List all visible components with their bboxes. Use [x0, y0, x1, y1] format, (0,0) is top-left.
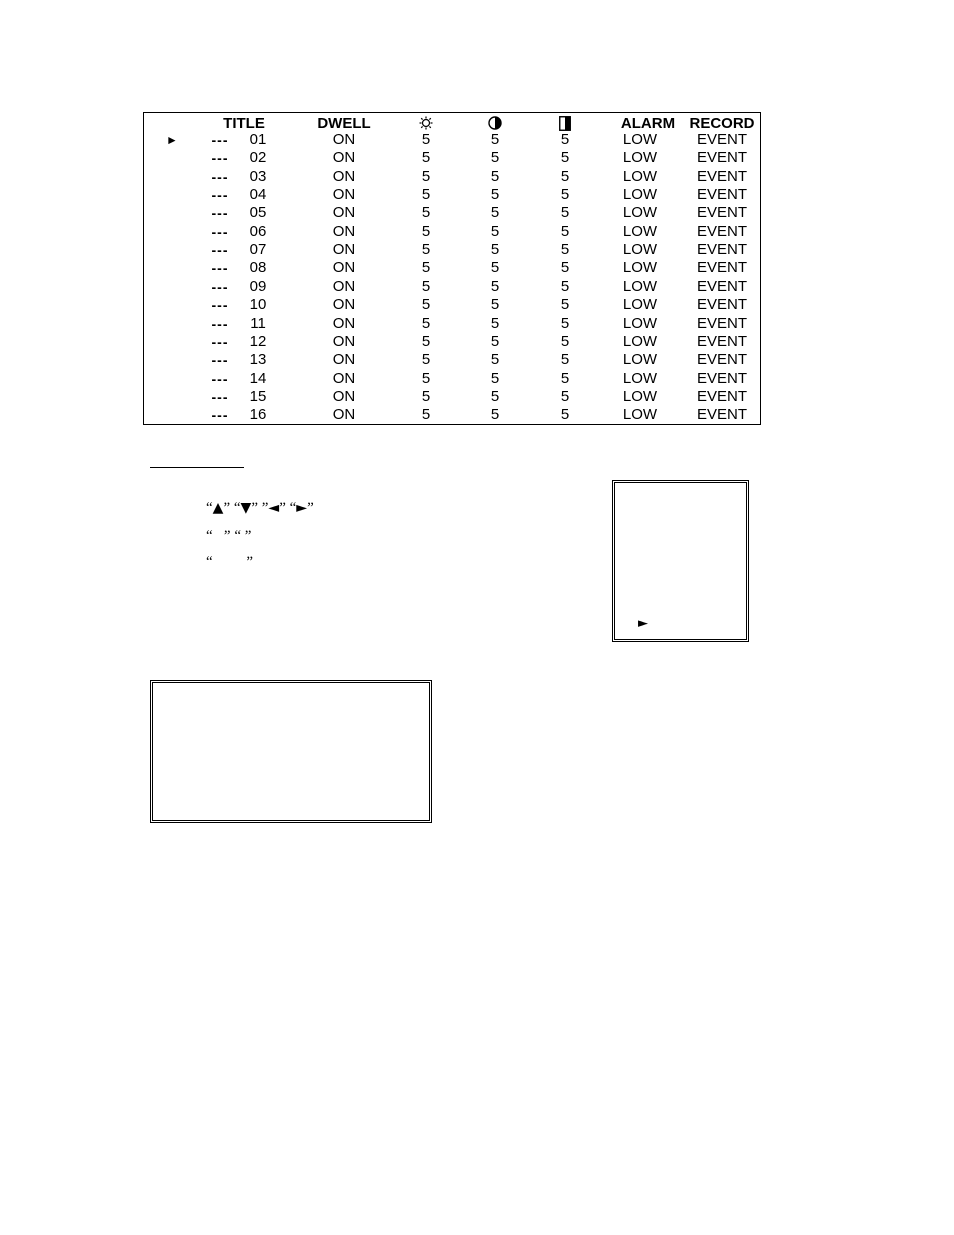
row-channel: 05 [249, 204, 267, 222]
row-contrast: 5 [490, 314, 500, 332]
right-arrow-icon: ► [296, 500, 308, 516]
row-alarm: LOW [622, 351, 658, 369]
row-dwell: ON [332, 259, 356, 277]
bottom-message-box [150, 680, 432, 823]
row-dash: --- [211, 352, 229, 369]
row-channel: 06 [249, 222, 267, 240]
row-channel: 08 [249, 259, 267, 277]
quote: “ [289, 500, 297, 516]
row-contrast: 5 [490, 204, 500, 222]
row-dwell: ON [332, 387, 356, 405]
row-contrast: 5 [490, 167, 500, 185]
legend-line-2: “ ” “ ” [206, 528, 252, 544]
row-channel: 03 [249, 167, 267, 185]
row-color: 5 [560, 332, 570, 350]
row-color: 5 [560, 387, 570, 405]
quote: ” [279, 500, 286, 516]
row-alarm: LOW [622, 167, 658, 185]
row-brightness: 5 [421, 369, 431, 387]
row-alarm: LOW [622, 332, 658, 350]
row-alarm: LOW [622, 204, 658, 222]
row-alarm: LOW [622, 314, 658, 332]
row-channel: 01 [249, 131, 267, 148]
row-brightness: 5 [421, 314, 431, 332]
quote: ” [261, 500, 269, 516]
row-channel: 04 [249, 186, 267, 204]
row-channel: 07 [249, 241, 267, 259]
row-brightness: 5 [421, 241, 431, 259]
row-alarm: LOW [622, 369, 658, 387]
row-dwell: ON [332, 131, 356, 148]
row-dwell: ON [332, 332, 356, 350]
row-dwell: ON [332, 351, 356, 369]
row-color: 5 [560, 131, 570, 148]
row-dash: --- [211, 297, 229, 314]
row-color: 5 [560, 351, 570, 369]
legend-underline [150, 467, 244, 468]
row-dwell: ON [332, 186, 356, 204]
row-contrast: 5 [490, 296, 500, 314]
row-channel: 11 [250, 314, 266, 332]
row-dash: --- [211, 132, 229, 148]
row-color: 5 [560, 149, 570, 167]
row-dash: --- [211, 278, 229, 295]
camera-settings-table [143, 112, 761, 425]
legend-line-3: “ ” [206, 554, 254, 570]
row-dash: --- [211, 407, 229, 424]
row-contrast: 5 [490, 332, 500, 350]
row-dash: --- [211, 187, 229, 204]
row-dwell: ON [332, 369, 356, 387]
row-color: 5 [560, 369, 570, 387]
row-dwell: ON [332, 314, 356, 332]
row-alarm: LOW [622, 131, 658, 148]
row-color: 5 [560, 241, 570, 259]
row-record: EVENT [696, 186, 748, 204]
row-record: EVENT [696, 387, 748, 405]
header-title: TITLE [223, 115, 265, 132]
row-record: EVENT [696, 149, 748, 167]
left-arrow-icon: ◄ [268, 500, 280, 516]
row-dash: --- [211, 150, 229, 167]
row-dash: --- [211, 333, 229, 350]
row-channel: 15 [249, 387, 267, 405]
row-dash: --- [211, 223, 229, 240]
row-alarm: LOW [622, 186, 658, 204]
down-arrow-icon: ▼ [240, 500, 252, 516]
row-alarm: LOW [622, 406, 658, 424]
row-channel: 14 [249, 369, 267, 387]
row-record: EVENT [696, 351, 748, 369]
header-record: RECORD [689, 115, 755, 132]
row-contrast: 5 [490, 186, 500, 204]
row-brightness: 5 [421, 259, 431, 277]
row-dash: --- [211, 168, 229, 185]
row-record: EVENT [696, 369, 748, 387]
row-dwell: ON [332, 277, 356, 295]
row-brightness: 5 [421, 204, 431, 222]
row-channel: 10 [249, 296, 267, 314]
row-dash: --- [211, 370, 229, 387]
row-color: 5 [560, 222, 570, 240]
row-color: 5 [560, 167, 570, 185]
row-brightness: 5 [421, 131, 431, 148]
row-brightness: 5 [421, 406, 431, 424]
row-color: 5 [560, 277, 570, 295]
row-record: EVENT [696, 204, 748, 222]
row-brightness: 5 [421, 277, 431, 295]
row-color: 5 [560, 259, 570, 277]
row-record: EVENT [696, 332, 748, 350]
row-contrast: 5 [490, 241, 500, 259]
row-channel: 12 [249, 332, 267, 350]
row-brightness: 5 [421, 149, 431, 167]
row-dash: --- [211, 388, 229, 405]
row-record: EVENT [696, 277, 748, 295]
row-contrast: 5 [490, 149, 500, 167]
header-dwell: DWELL [317, 115, 371, 132]
row-dwell: ON [332, 296, 356, 314]
side-menu-cursor: ► [638, 616, 648, 631]
row-contrast: 5 [490, 222, 500, 240]
row-record: EVENT [696, 131, 748, 148]
row-channel: 13 [249, 351, 267, 369]
row-record: EVENT [696, 259, 748, 277]
row-dwell: ON [332, 222, 356, 240]
quote: ” [223, 500, 231, 516]
row-dwell: ON [332, 149, 356, 167]
row-record: EVENT [696, 167, 748, 185]
row-dwell: ON [332, 241, 356, 259]
row-brightness: 5 [421, 387, 431, 405]
row-dwell: ON [332, 167, 356, 185]
legend-line-arrows [206, 499, 314, 517]
quote: ” [307, 500, 314, 516]
row-alarm: LOW [622, 149, 658, 167]
row-record: EVENT [696, 406, 748, 424]
row-brightness: 5 [421, 222, 431, 240]
row-dwell: ON [332, 406, 356, 424]
row-contrast: 5 [490, 277, 500, 295]
row-channel: 02 [249, 149, 267, 167]
row-contrast: 5 [490, 351, 500, 369]
row-contrast: 5 [490, 387, 500, 405]
row-record: EVENT [696, 314, 748, 332]
row-brightness: 5 [421, 186, 431, 204]
row-brightness: 5 [421, 167, 431, 185]
side-menu-box [612, 480, 749, 642]
row-alarm: LOW [622, 296, 658, 314]
row-channel: 16 [249, 406, 267, 424]
row-record: EVENT [696, 241, 748, 259]
row-dash: --- [211, 242, 229, 259]
row-dash: --- [211, 315, 229, 332]
quote: “ [206, 500, 213, 516]
row-contrast: 5 [490, 406, 500, 424]
row-brightness: 5 [421, 332, 431, 350]
row-alarm: LOW [622, 241, 658, 259]
row-contrast: 5 [490, 369, 500, 387]
row-contrast: 5 [490, 131, 500, 148]
row-dash: --- [211, 260, 229, 277]
row-contrast: 5 [490, 259, 500, 277]
row-record: EVENT [696, 296, 748, 314]
row-alarm: LOW [622, 387, 658, 405]
row-record: EVENT [696, 222, 748, 240]
row-color: 5 [560, 296, 570, 314]
row-channel: 09 [249, 277, 267, 295]
up-arrow-icon: ▲ [212, 500, 224, 516]
header-alarm: ALARM [620, 115, 676, 132]
row-alarm: LOW [622, 277, 658, 295]
row-color: 5 [560, 406, 570, 424]
row-color: 5 [560, 314, 570, 332]
row-alarm: LOW [622, 259, 658, 277]
row-dwell: ON [332, 204, 356, 222]
row-brightness: 5 [421, 351, 431, 369]
row-dash: --- [211, 205, 229, 222]
row-select-cursor: ► [166, 133, 178, 147]
row-color: 5 [560, 204, 570, 222]
quote: “ [233, 500, 241, 516]
row-brightness: 5 [421, 296, 431, 314]
quote: ” [251, 500, 258, 516]
row-alarm: LOW [622, 222, 658, 240]
row-color: 5 [560, 186, 570, 204]
